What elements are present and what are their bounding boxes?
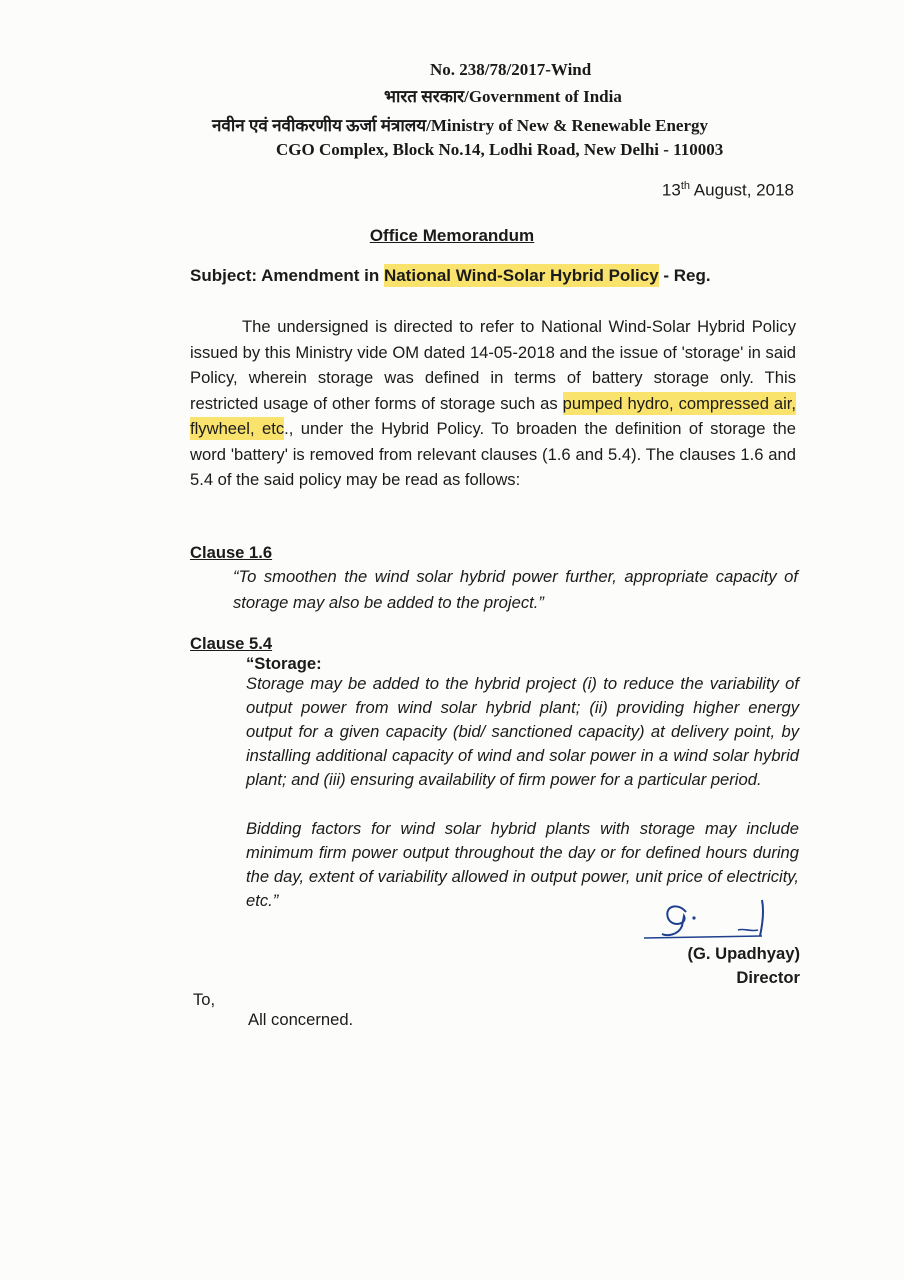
date-day: 13 [661, 180, 681, 200]
clause-1-6-heading: Clause 1.6 [190, 543, 273, 562]
subject-suffix: - Reg. [658, 266, 711, 285]
date-rest: August, 2018 [690, 180, 794, 200]
body-text-2: ., under the Hybrid Policy. To broaden the definition of storage the word 'battery' is removed from relevant clauses (1.6 and 5.4). The clauses 1.6 and 5.4 of the said policy may be read as follows: [190, 419, 796, 489]
memo-date [662, 180, 794, 201]
body-paragraph [190, 314, 796, 493]
reference-number: No. 238/78/2017-Wind [430, 60, 592, 79]
subject-highlight: National Wind-Solar Hybrid Policy [383, 266, 659, 285]
body-text-1: The undersigned is directed to refer to National Wind-Solar Hybrid Policy issued by this Ministry vide OM dated 14-05-2018 and the issue of 'storage' in said Policy, wherein storage was defined in terms of battery storage only. This restricted usage of other forms of storage such as [190, 317, 796, 413]
addressee-recipients: All concerned. [248, 1010, 354, 1029]
memo-title: Office Memorandum [369, 226, 535, 245]
signatory-designation: Director [736, 968, 800, 987]
address-line: CGO Complex, Block No.14, Lodhi Road, New Delhi - 110003 [276, 140, 724, 159]
signatory-block [688, 942, 801, 990]
clause-5-4-para-1: Storage may be added to the hybrid project (i) to reduce the variability of output power from wind solar hybrid plant; (ii) providing higher energy output for a given capacity (bid/ sanctioned capacity) at delivery point, by installing additional capacity of wind and solar power in a wind solar hybrid plant; and (iii) ensuring availability of firm power for a particular period. [246, 674, 799, 789]
clause-5-4-heading: Clause 5.4 [190, 634, 273, 653]
body-highlight: pumped hydro, compressed air, flywheel, etc [190, 393, 797, 438]
signatory-name: (G. Upadhyay) [687, 944, 800, 963]
subject-line [190, 266, 711, 286]
clause-1-6-text: “To smoothen the wind solar hybrid power further, appropriate capacity of storage may also be added to the project.” [233, 567, 798, 612]
date-suffix: th [680, 180, 691, 192]
government-line: भारत सरकार/Government of India [384, 87, 622, 106]
ministry-line: नवीन एवं नवीकरणीय ऊर्जा मंत्रालय/Ministry of New & Renewable Energy [212, 116, 709, 135]
subject-prefix: Subject: Amendment in [190, 266, 384, 285]
addressee-to: To, [193, 990, 216, 1009]
signature-icon [642, 896, 782, 946]
storage-heading: “Storage: [246, 654, 322, 673]
clause-5-4-para-2: Bidding factors for wind solar hybrid plants with storage may include minimum firm power output throughout the day or for defined hours during the day, extent of variability allowed in output power, unit price of electricity, etc.” [246, 819, 799, 910]
